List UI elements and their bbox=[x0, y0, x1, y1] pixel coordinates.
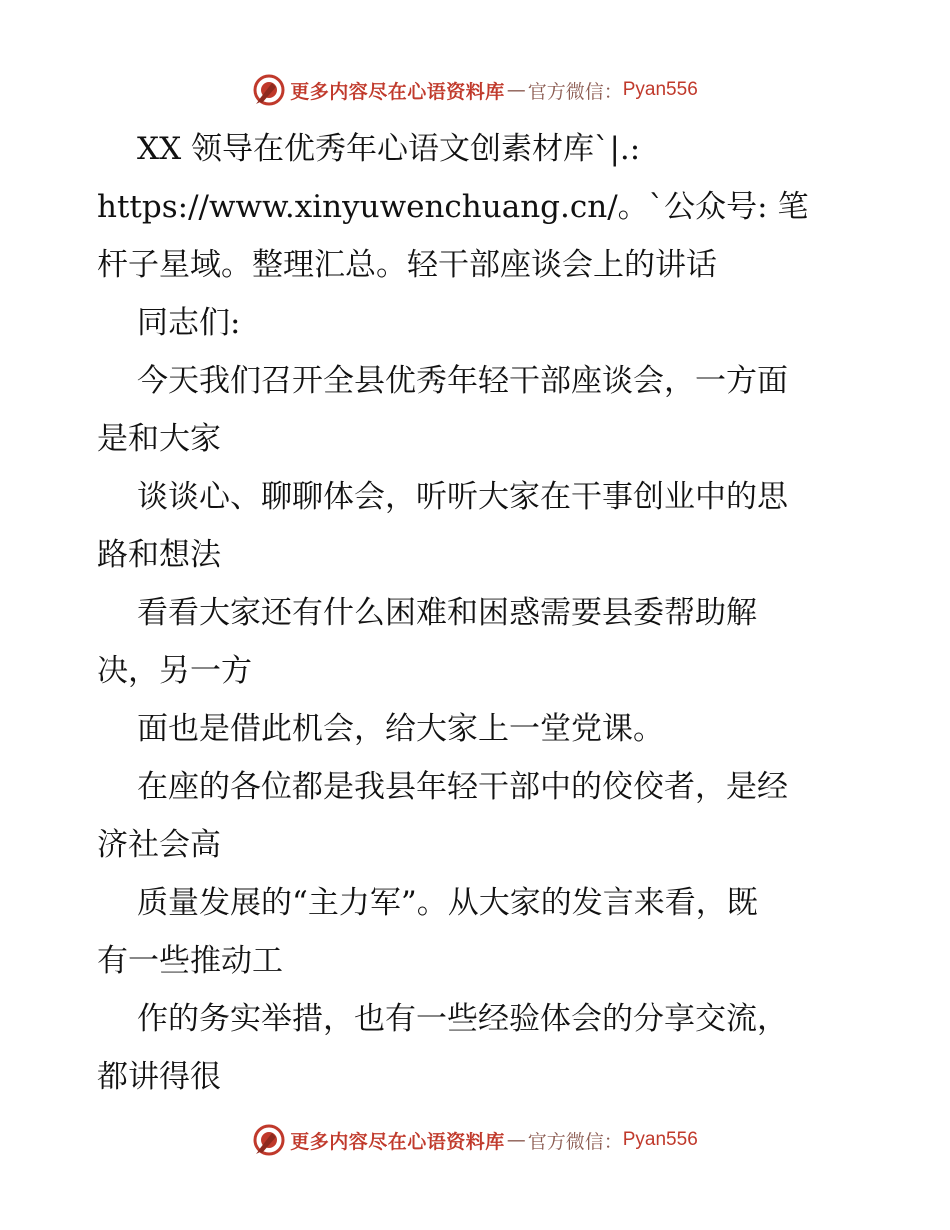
banner-separator: — bbox=[506, 79, 526, 101]
text-line-8: 路和想法 bbox=[97, 537, 221, 573]
text-line-5: 今天我们召开全县优秀年轻干部座谈会，一方面 bbox=[137, 363, 788, 399]
banner-wechat-label: 官方微信： bbox=[527, 80, 623, 103]
banner-wechat-id: Pyan556 bbox=[622, 1129, 698, 1150]
banner-text: 更多内容尽在心语资料库 bbox=[290, 80, 505, 103]
text-line-9: 看看大家还有什么困难和困惑需要县委帮助解 bbox=[137, 595, 757, 631]
text-line-17: 都讲得很 bbox=[97, 1059, 221, 1095]
text-line-10: 决，另一方 bbox=[97, 653, 252, 689]
text-line-2: https://www.xinyuwenchuang.cn/。`公众号: 笔 bbox=[97, 189, 809, 225]
document-body bbox=[97, 120, 867, 1106]
footer-watermark-banner bbox=[0, 1120, 950, 1160]
pen-logo-icon bbox=[252, 73, 286, 107]
text-line-3: 杆子星域。整理汇总。轻干部座谈会上的讲话 bbox=[97, 247, 717, 283]
text-line-14: 质量发展的“主力军”。从大家的发言来看，既 bbox=[137, 885, 758, 921]
text-line-4: 同志们: bbox=[137, 305, 241, 341]
text-line-12: 在座的各位都是我县年轻干部中的佼佼者，是经 bbox=[137, 769, 788, 805]
text-line-6: 是和大家 bbox=[97, 421, 221, 457]
text-line-1: XX 领导在优秀年心语文创素材库`|.: bbox=[137, 131, 641, 167]
text-line-7: 谈谈心、聊聊体会，听听大家在干事创业中的思 bbox=[137, 479, 788, 515]
banner-separator: — bbox=[506, 1129, 526, 1151]
pen-logo-icon bbox=[252, 1123, 286, 1157]
banner-text: 更多内容尽在心语资料库 bbox=[290, 1130, 505, 1153]
text-line-16: 作的务实举措，也有一些经验体会的分享交流， bbox=[137, 1001, 788, 1037]
text-line-11: 面也是借此机会，给大家上一堂党课。 bbox=[137, 711, 664, 747]
text-line-13: 济社会高 bbox=[97, 827, 221, 863]
header-watermark-banner bbox=[0, 70, 950, 110]
text-line-15: 有一些推动工 bbox=[97, 943, 283, 979]
banner-wechat-label: 官方微信： bbox=[527, 1130, 623, 1153]
banner-wechat-id: Pyan556 bbox=[622, 79, 698, 100]
